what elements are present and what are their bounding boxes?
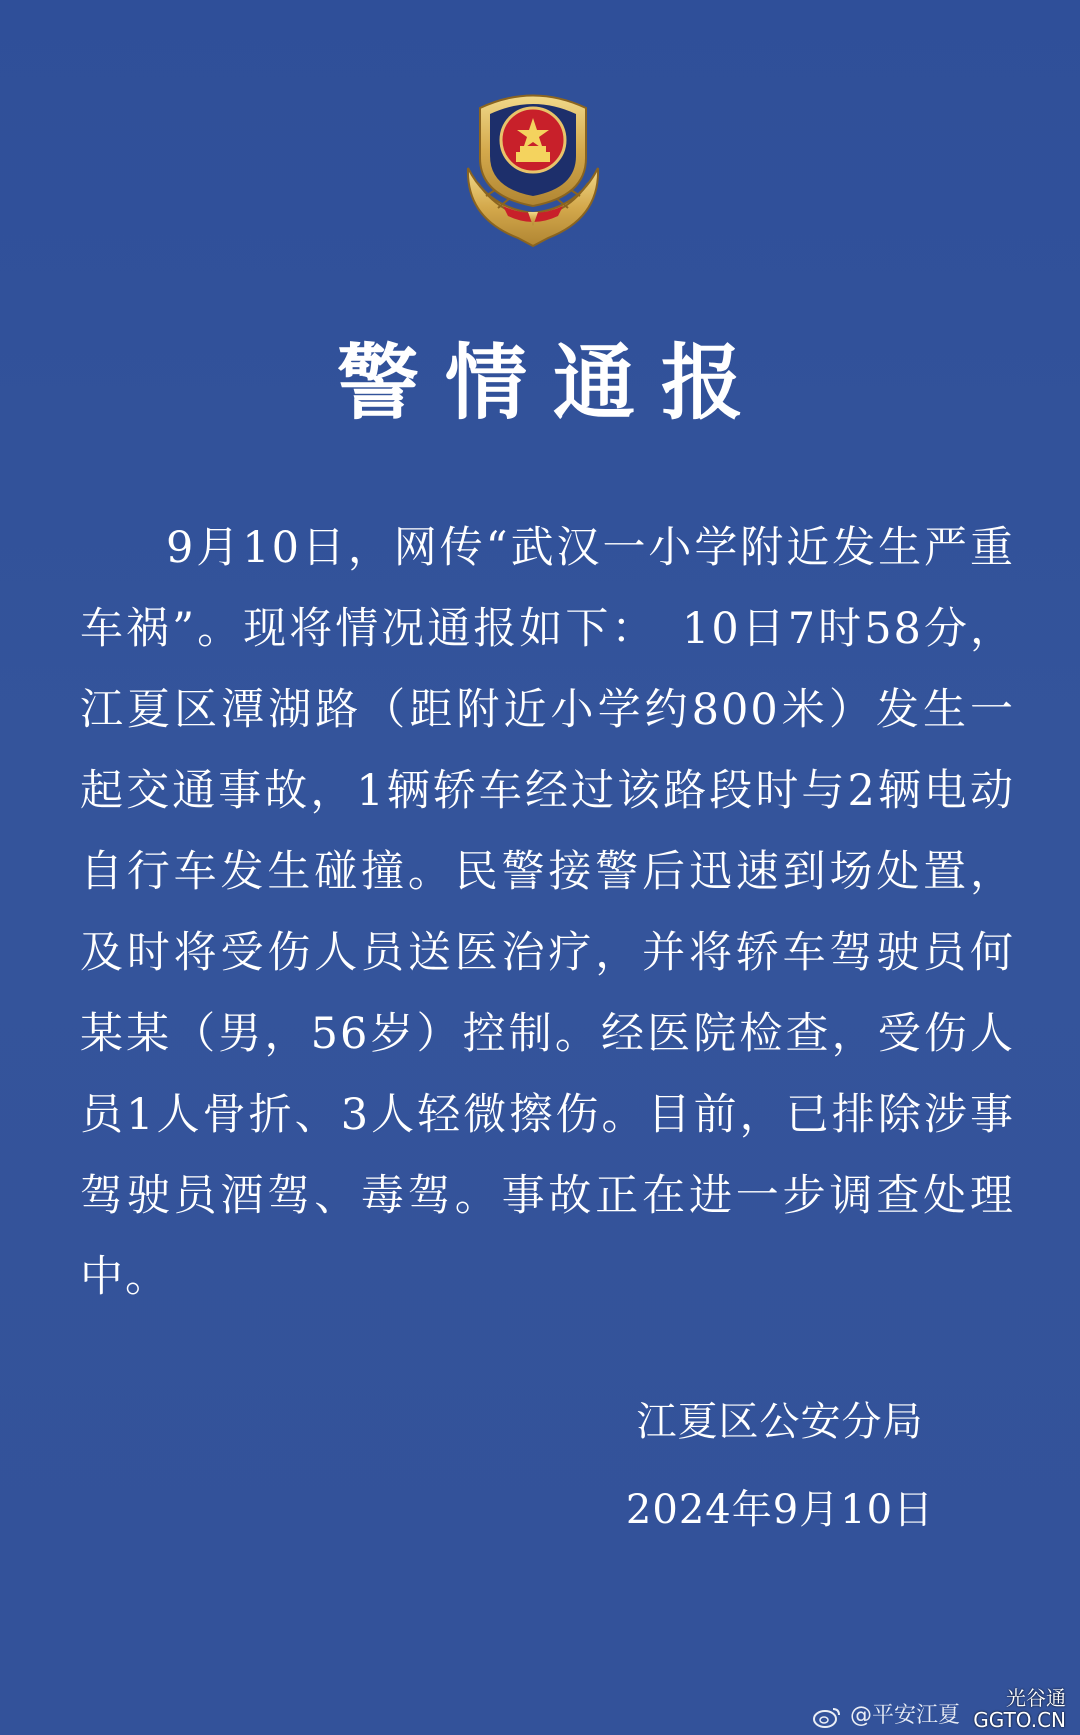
site-name: 光谷通 — [1006, 1686, 1066, 1710]
site-watermark — [973, 1687, 1066, 1731]
weibo-icon — [812, 1705, 842, 1729]
notice-body: 9月10日，网传“武汉一小学附近发生严重车祸”。现将情况通报如下： 10日7时58分，江夏区潭湖路（距附近小学约800米）发生一起交通事故，1辆轿车经过该路段时与2辆电动自行车发生碰撞。民警接警后迅速到场处置，及时将受伤人员送医治疗，并将轿车驾驶员何某某（男，56岁）控制。经医院检查，受伤人员1人骨折、3人轻微擦伤。目前，已排除涉事驾驶员酒驾、毒驾。事故正在进一步调查处理中。 — [80, 523, 1015, 1302]
issuing-organization: 江夏区公安分局 — [636, 1399, 924, 1445]
weibo-account: @平安江夏 — [849, 1703, 960, 1728]
page-title: 警情通报 — [336, 336, 769, 431]
issue-date: 2024年9月10日 — [625, 1487, 935, 1533]
weibo-watermark — [812, 1698, 960, 1729]
site-domain: GGTO.CN — [973, 1708, 1066, 1732]
police-emblem-icon — [458, 88, 608, 248]
